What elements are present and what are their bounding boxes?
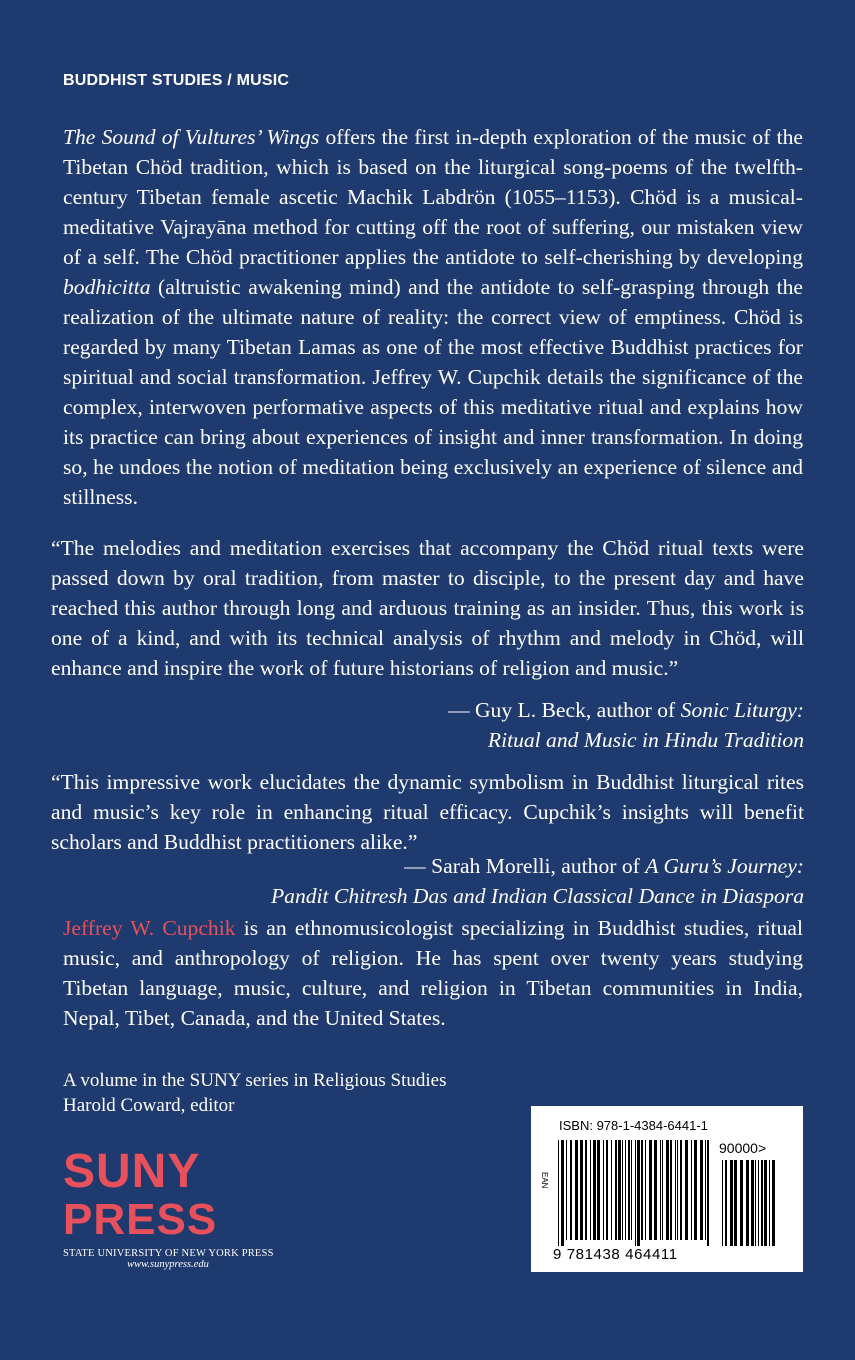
barcode-bar — [628, 1140, 630, 1240]
barcode-bar — [700, 1140, 703, 1240]
isbn-label: ISBN: 978-1-4384-6441-1 — [559, 1118, 708, 1133]
description-part-2: (altruistic awakening mind) and the antidote to self-grasping through the realization of the ultimate nature of reality: the correct view of emptiness. Chöd is regarded by many Tibetan Lamas as one of the most effective Buddhist practices for spiritual and social transformation. Jeffrey W. Cupchik details the significance of the complex, interwoven performative aspects of this meditative ritual and explains how its practice can bring about experiences of insight and inner transformation. In doing so, he undoes the notion of meditation being exclusively an experience of silence and stillness. — [63, 275, 803, 509]
publisher-website: www.sunypress.edu — [127, 1259, 209, 1270]
barcode-bar — [625, 1140, 626, 1240]
barcode-bar — [645, 1140, 646, 1240]
barcode-bar — [670, 1140, 672, 1240]
barcode-number: 9 781438 464411 — [553, 1246, 678, 1263]
barcode-bar — [730, 1160, 733, 1246]
barcode-bar — [637, 1140, 640, 1246]
barcode-bar — [662, 1140, 663, 1240]
barcode-bars — [557, 1140, 713, 1246]
barcode-bar — [580, 1140, 583, 1240]
barcode-bar — [631, 1140, 632, 1240]
barcode-bar — [740, 1160, 743, 1246]
barcode-bar — [585, 1140, 587, 1240]
barcode-bar — [575, 1140, 578, 1240]
barcode-bar — [680, 1140, 682, 1240]
barcode-bar — [611, 1140, 612, 1240]
ean-label: EAN — [540, 1172, 549, 1189]
barcode-bar — [635, 1140, 636, 1246]
barcode-bar — [772, 1160, 775, 1246]
barcode-bar — [660, 1140, 661, 1240]
barcode-bar — [561, 1140, 564, 1246]
attribution-2-author: — Sarah Morelli, author of — [404, 854, 646, 878]
barcode-bar — [746, 1160, 749, 1246]
barcode-bar — [654, 1140, 657, 1240]
price-code: 90000> — [719, 1140, 767, 1156]
category-label: BUDDHIST STUDIES / MUSIC — [63, 72, 290, 89]
series-editor: Harold Coward, editor — [63, 1095, 235, 1116]
barcode-bar — [694, 1140, 697, 1240]
barcode-bar — [666, 1140, 669, 1240]
logo-suny: SUNY — [63, 1145, 201, 1198]
barcode-bar — [725, 1160, 727, 1246]
barcode-bar — [764, 1160, 767, 1246]
barcode-bar — [705, 1140, 706, 1240]
barcode-bar — [761, 1160, 763, 1246]
barcode-bar — [597, 1140, 600, 1240]
barcode-bar — [685, 1140, 688, 1240]
book-description — [63, 122, 803, 512]
author-name: Jeffrey W. Cupchik — [63, 916, 236, 940]
attribution-1-author: — Guy L. Beck, author of — [447, 698, 681, 722]
barcode-bar — [755, 1160, 756, 1246]
barcode-bar — [622, 1140, 623, 1240]
barcode-bar — [707, 1140, 709, 1246]
barcode-bar — [677, 1140, 678, 1240]
barcode-bar — [558, 1140, 559, 1246]
attribution-1-book-line-1: Sonic Liturgy: — [680, 698, 804, 722]
barcode-bar — [570, 1140, 572, 1240]
barcode-bar — [758, 1160, 759, 1246]
series-line-1: A volume in the SUNY series in Religious Studies — [63, 1070, 447, 1091]
barcode-bar — [603, 1140, 604, 1240]
attribution-1-book-line-2: Ritual and Music in Hindu Tradition — [487, 728, 804, 752]
barcode-bar — [734, 1160, 737, 1246]
author-bio — [63, 913, 803, 1033]
barcode-bar — [751, 1160, 754, 1246]
barcode-bar — [769, 1160, 770, 1246]
publisher-full-name: STATE UNIVERSITY OF NEW YORK PRESS — [63, 1248, 274, 1259]
barcode-bar — [722, 1160, 723, 1246]
endorsement-quote-2: “This impressive work elucidates the dynamic symbolism in Buddhist liturgical rites and music’s key role in enhancing ritual efficacy. Cupchik’s insights will benefit scholars and Buddhist practitioners alike.” — [51, 770, 804, 854]
barcode-box — [531, 1106, 803, 1272]
barcode-bar — [641, 1140, 643, 1240]
barcode-bar — [691, 1140, 692, 1240]
endorsement-attribution-1 — [448, 695, 804, 755]
barcode-bar — [615, 1140, 617, 1240]
endorsement-attribution-2 — [271, 851, 804, 911]
barcode-bar — [649, 1140, 652, 1240]
barcode-bar — [606, 1140, 608, 1240]
description-term: bodhicitta — [63, 275, 151, 299]
barcode-bar — [675, 1140, 676, 1240]
description-part-1: offers the first in-depth exploration of the music of the Tibetan Chöd tradition, which is based on the liturgical song-poems of the twelfth-century Tibetan female ascetic Machik Labdrön (1055–1153). Chöd is a musical-meditative Vajrayāna method for cutting off the root of suffering, our mistaken view of a self. The Chöd practitioner applies the antidote to self-cherishing by developing — [63, 125, 803, 269]
barcode-bar — [618, 1140, 621, 1240]
barcode-bar — [590, 1140, 591, 1240]
author-bio-text: is an ethnomusicologist specializing in Buddhist studies, ritual music, and anthropology of religion. He has spent over twenty years studying Tibetan language, music, culture, and religion in Tibetan communities in India, Nepal, Tibet, Canada, and the United States. — [63, 916, 803, 1030]
attribution-2-book-line-1: A Guru’s Journey: — [645, 854, 804, 878]
publisher-logo — [63, 1145, 274, 1270]
addon-barcode-bars — [721, 1160, 781, 1246]
series-info — [63, 1068, 447, 1118]
logo-press: PRESS — [63, 1195, 218, 1244]
book-title: The Sound of Vultures’ Wings — [63, 125, 320, 149]
attribution-2-book-line-2: Pandit Chitresh Das and Indian Classical Dance in Diaspora — [270, 884, 804, 908]
endorsement-quote-1: “The melodies and meditation exercises that accompany the Chöd ritual texts were passed down by oral tradition, from master to disciple, to the present day and have reached this author through long and arduous training as an insider. Thus, this work is one of a kind, and with its technical analysis of rhythm and melody in Chöd, will enhance and inspire the work of future historians of religion and music.” — [51, 536, 804, 680]
barcode-bar — [593, 1140, 596, 1240]
barcode-bar — [566, 1140, 567, 1240]
